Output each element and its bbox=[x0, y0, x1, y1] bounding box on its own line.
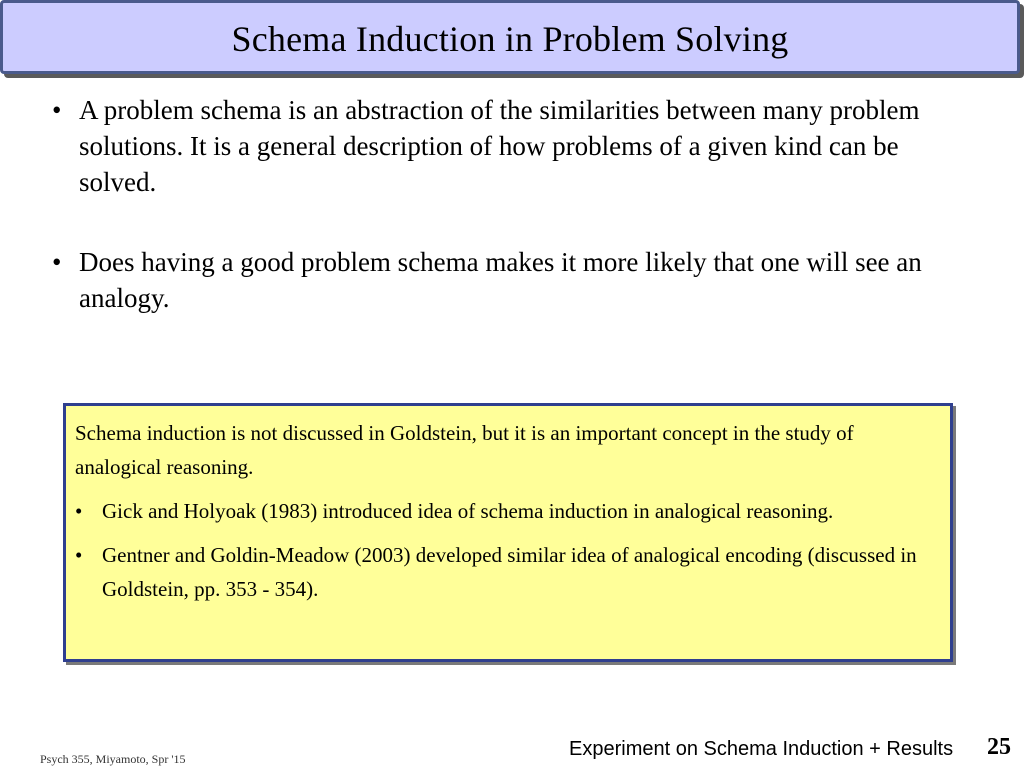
next-slide-link[interactable]: Experiment on Schema Induction + Results bbox=[569, 738, 954, 760]
note-list-item bbox=[75, 494, 936, 528]
page-number: 25 bbox=[987, 734, 1011, 760]
bullet-marker: • bbox=[52, 95, 62, 125]
note-item-text: Gick and Holyoak (1983) introduced idea of schema induction in analogical reasoning. bbox=[102, 499, 834, 523]
note-list-item bbox=[75, 538, 936, 606]
bullet-marker: • bbox=[52, 247, 62, 277]
slide-title: Schema Induction in Problem Solving bbox=[231, 19, 789, 59]
course-footer: Psych 355, Miyamoto, Spr '15 bbox=[40, 752, 186, 766]
bullet-text: A problem schema is an abstraction of the similarities between many problem solutions. It is a general description of how problems of a given kind can be solved. bbox=[79, 95, 920, 197]
note-item-text: Gentner and Goldin-Meadow (2003) developed similar idea of analogical encoding (discussed in Goldstein, pp. 353 - 354). bbox=[102, 543, 917, 601]
slide-title-bar bbox=[0, 0, 1020, 74]
note-callout-box bbox=[63, 403, 953, 662]
note-intro-text: Schema induction is not discussed in Goldstein, but it is an important concept in the study of analogical reasoning. bbox=[75, 421, 854, 479]
bullet-item bbox=[52, 244, 952, 316]
main-bullet-list bbox=[52, 92, 952, 316]
note-bullet-marker: • bbox=[75, 499, 83, 523]
note-bullet-marker: • bbox=[75, 543, 83, 567]
bullet-item bbox=[52, 92, 952, 200]
bullet-text: Does having a good problem schema makes it more likely that one will see an analogy. bbox=[79, 247, 922, 313]
